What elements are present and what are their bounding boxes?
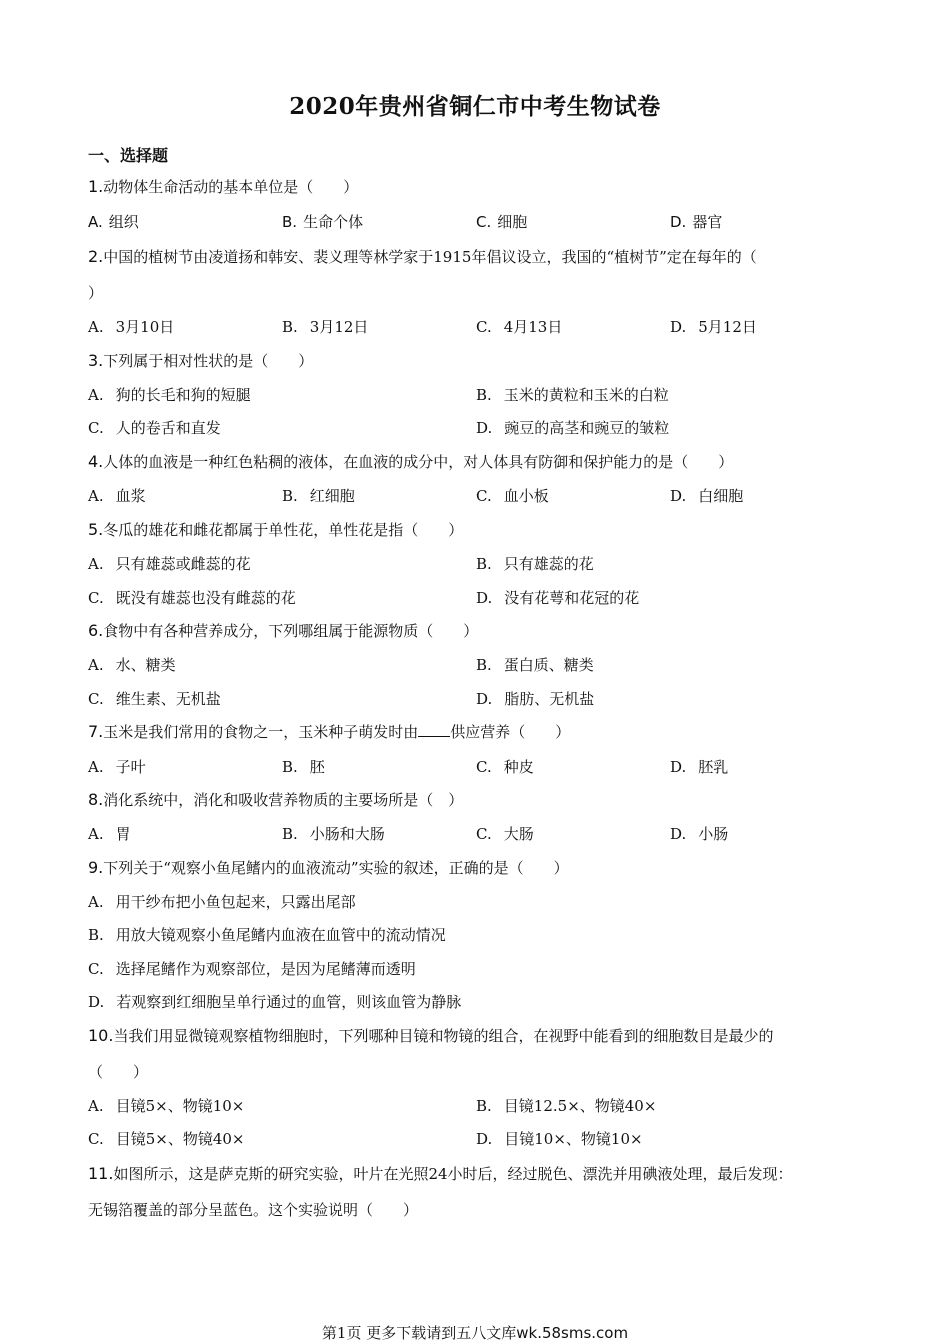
option-5c: C. 既没有雄蕊也没有雌蕊的花 xyxy=(88,589,296,607)
option-2a: A. 3月10日 xyxy=(88,318,175,336)
option-1d: D. 器官 xyxy=(670,213,723,231)
option-2c: C. 4月13日 xyxy=(476,318,563,336)
option-8a: A. 胃 xyxy=(88,825,131,843)
option-1c: C. 细胞 xyxy=(476,213,528,231)
option-6b: B. 蛋白质、糖类 xyxy=(476,656,594,674)
option-6d: D. 脂肪、无机盐 xyxy=(476,690,595,708)
option-3c: C. 人的卷舌和直发 xyxy=(88,419,221,437)
option-9a: A. 用干纱布把小鱼包起来，只露出尾部 xyxy=(88,893,356,911)
option-5d: D. 没有花萼和花冠的花 xyxy=(476,589,640,607)
question-8: 8.消化系统中，消化和吸收营养物质的主要场所是（ ） xyxy=(88,790,464,809)
section-heading: 一、选择题 xyxy=(88,146,169,165)
answer-blank xyxy=(418,722,450,737)
option-6c: C. 维生素、无机盐 xyxy=(88,690,221,708)
question-11-line2: 无锡箔覆盖的部分呈蓝色。这个实验说明（ ） xyxy=(88,1201,419,1219)
option-4c: C. 血小板 xyxy=(476,487,549,505)
option-3b: B. 玉米的黄粒和玉米的白粒 xyxy=(476,386,669,404)
option-3d: D. 豌豆的高茎和豌豆的皱粒 xyxy=(476,419,670,437)
question-10-line2: （ ） xyxy=(88,1063,149,1081)
option-3a: A. 狗的长毛和狗的短腿 xyxy=(88,386,251,404)
footer-site-link[interactable]: wk.58sms.com xyxy=(516,1324,629,1342)
page-footer: 第1页 更多下载请到五八文库wk.58sms.com xyxy=(321,1324,629,1342)
question-5: 5.冬瓜的雄花和雌花都属于单性花，单性花是指（ ） xyxy=(88,520,464,539)
option-4b: B. 红细胞 xyxy=(282,487,355,505)
option-10c: C. 目镜5×、物镜40× xyxy=(88,1130,245,1148)
question-10: 10.当我们用显微镜观察植物细胞时，下列哪种目镜和物镜的组合，在视野中能看到的细胞数目是最少的 xyxy=(88,1026,774,1045)
option-6a: A. 水、糖类 xyxy=(88,656,176,674)
option-5a: A. 只有雄蕊或雌蕊的花 xyxy=(88,555,251,573)
option-10d: D. 目镜10×、物镜10× xyxy=(476,1130,643,1148)
option-4d: D. 白细胞 xyxy=(670,487,744,505)
option-2d: D. 5月12日 xyxy=(670,318,757,336)
question-11: 11.如图所示，这是萨克斯的研究实验，叶片在光照24小时后，经过脱色、漂洗并用碘液处理，最后发现： xyxy=(88,1164,793,1183)
option-4a: A. 血浆 xyxy=(88,487,146,505)
option-10a: A. 目镜5×、物镜10× xyxy=(88,1097,245,1115)
option-10b: B. 目镜12.5×、物镜40× xyxy=(476,1097,657,1115)
option-9d: D. 若观察到红细胞呈单行通过的血管，则该血管为静脉 xyxy=(88,993,462,1011)
question-9: 9.下列关于“观察小鱼尾鳍内的血液流动”实验的叙述，正确的是（ ） xyxy=(88,858,569,877)
option-8c: C. 大肠 xyxy=(476,825,534,843)
question-4: 4.人体的血液是一种红色粘稠的液体，在血液的成分中，对人体具有防御和保护能力的是（ ） xyxy=(88,452,734,471)
option-7d: D. 胚乳 xyxy=(670,758,729,776)
page-title: 2020年贵州省铜仁市中考生物试卷 xyxy=(289,93,661,120)
question-2: 2.中国的植树节由凌道扬和韩安、裴义理等林学家于1915年倡议设立，我国的“植树节”定在每年的（ xyxy=(88,247,757,266)
option-9b: B. 用放大镜观察小鱼尾鳍内血液在血管中的流动情况 xyxy=(88,926,446,944)
option-8b: B. 小肠和大肠 xyxy=(282,825,385,843)
option-2b: B. 3月12日 xyxy=(282,318,369,336)
question-1: 1.动物体生命活动的基本单位是（ ） xyxy=(88,177,359,196)
option-7c: C. 种皮 xyxy=(476,758,534,776)
question-6: 6.食物中有各种营养成分，下列哪组属于能源物质（ ） xyxy=(88,621,479,640)
option-7b: B. 胚 xyxy=(282,758,325,776)
question-3: 3.下列属于相对性状的是（ ） xyxy=(88,351,314,370)
question-2-line2: ） xyxy=(88,284,104,302)
option-8d: D. 小肠 xyxy=(670,825,729,843)
option-5b: B. 只有雄蕊的花 xyxy=(476,555,594,573)
option-1b: B. 生命个体 xyxy=(282,213,364,231)
question-7: 7.玉米是我们常用的食物之一，玉米种子萌发时由 供应营养（ ） xyxy=(88,722,571,741)
option-9c: C. 选择尾鳍作为观察部位，是因为尾鳍薄而透明 xyxy=(88,960,416,978)
option-7a: A. 子叶 xyxy=(88,758,146,776)
option-1a: A. 组织 xyxy=(88,213,139,231)
